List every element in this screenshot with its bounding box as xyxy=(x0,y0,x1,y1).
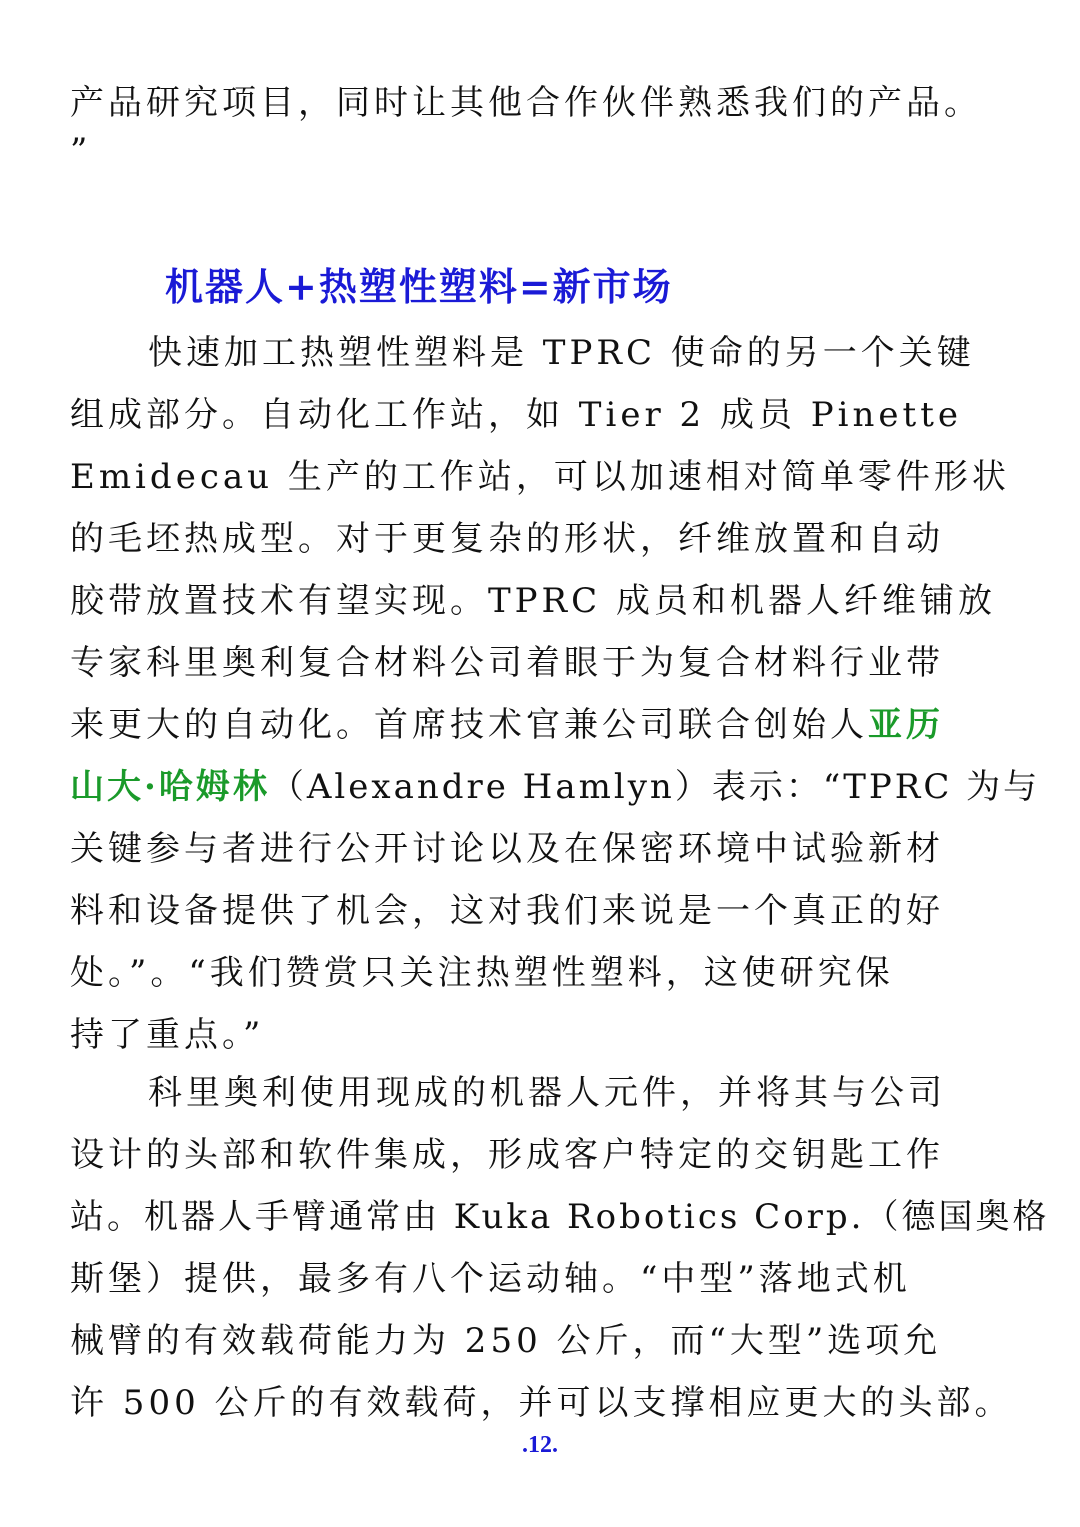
p1-line-3: Emidecau 生产的工作站，可以加速相对简单零件形状 xyxy=(70,457,1010,497)
p1-line-1: 快速加工热塑性塑料是 TPRC 使命的另一个关键 xyxy=(148,333,975,373)
page-number: .12. xyxy=(522,1432,558,1458)
p1-line-6: 专家科里奥利复合材料公司着眼于为复合材料行业带 xyxy=(70,643,944,683)
p1-line-4: 的毛坯热成型。对于更复杂的形状，纤维放置和自动 xyxy=(70,519,944,559)
person-name-part-1: 亚历 xyxy=(868,705,944,745)
p1-line-9: 关键参与者进行公开讨论以及在保密环境中试验新材 xyxy=(70,829,944,869)
p1-line-10: 料和设备提供了机会，这对我们来说是一个真正的好 xyxy=(70,891,944,931)
p1-line-5: 胶带放置技术有望实现。TPRC 成员和机器人纤维铺放 xyxy=(70,581,996,621)
p1-line-7-text: 来更大的自动化。首席技术官兼公司联合创始人 xyxy=(70,705,868,745)
p2-line-6: 许 500 公斤的有效载荷，并可以支撑相应更大的头部。 xyxy=(70,1383,1013,1423)
p1-line-12: 持了重点。” xyxy=(70,1015,265,1055)
section-heading: 机器人+热塑性塑料=新市场 xyxy=(165,264,673,309)
p1-line-2: 组成部分。自动化工作站，如 Tier 2 成员 Pinette xyxy=(70,395,963,435)
intro-line-2: ” xyxy=(70,131,92,171)
intro-line-1: 产品研究项目，同时让其他合作伙伴熟悉我们的产品。 xyxy=(70,83,982,123)
p1-line-11: 处。”。“我们赞赏只关注热塑性塑料，这使研究保 xyxy=(70,953,894,993)
p2-line-3: 站。机器人手臂通常由 Kuka Robotics Corp.（德国奥格 xyxy=(70,1197,1050,1237)
p2-line-4: 斯堡）提供，最多有八个运动轴。“中型”落地式机 xyxy=(70,1259,911,1299)
p1-line-7 xyxy=(70,702,1010,748)
p1-line-8 xyxy=(70,764,1041,810)
p2-line-2: 设计的头部和软件集成，形成客户特定的交钥匙工作 xyxy=(70,1135,944,1175)
p2-line-1: 科里奥利使用现成的机器人元件，并将其与公司 xyxy=(148,1073,946,1113)
person-name-part-2: 山大·哈姆林 xyxy=(70,767,270,807)
p1-line-8-text: （Alexandre Hamlyn）表示：“TPRC 为与 xyxy=(269,767,1041,807)
p2-line-5: 械臂的有效载荷能力为 250 公斤，而“大型”选项允 xyxy=(70,1321,942,1361)
